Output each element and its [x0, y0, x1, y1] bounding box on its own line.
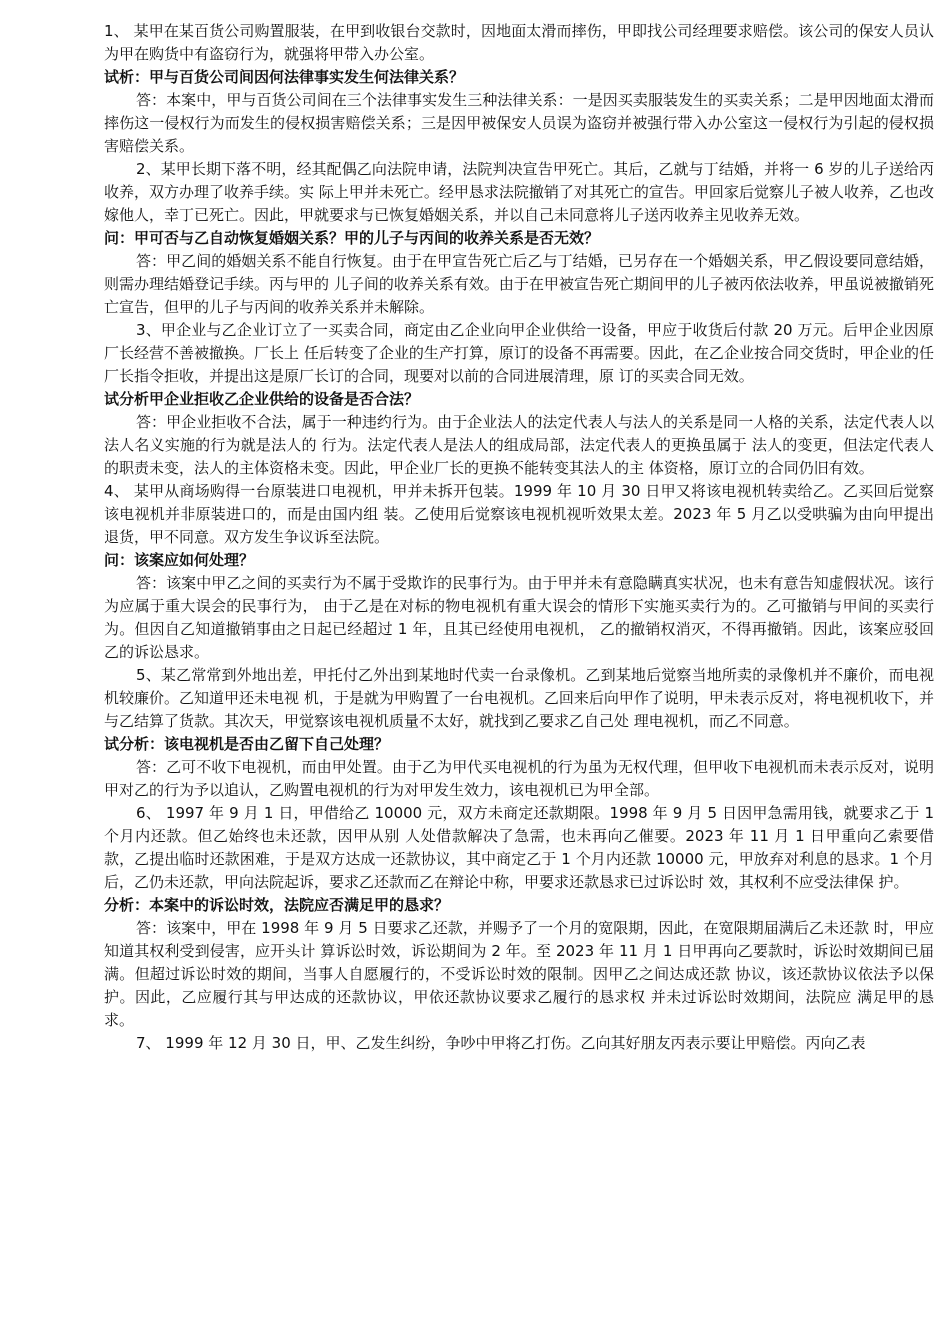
question-paragraph: 问：甲可否与乙自动恢复婚姻关系？甲的儿子与丙间的收养关系是否无效？ — [104, 229, 600, 247]
question-paragraph: 试分析甲企业拒收乙企业供给的设备是否合法？ — [104, 390, 420, 408]
question-paragraph: 试析：甲与百货公司间因何法律事实发生何法律关系？ — [104, 68, 465, 86]
body-paragraph: 答：该案中，甲在 1998 年 9 月 5 日要求乙还款，并赐予了一个月的宽限期，因此，在宽限期届满后乙未还款 时，甲应知道其权利受到侵害，应开头计 算诉讼时效，诉讼期间为 2 年。至 2023 年 11 月 1 日甲再向乙要款时，诉讼时效期间已届满。但超过诉讼时效的期间，当事人自愿履行的，不受诉讼时效的限制。因甲乙之间达成还款 协议，该还款协议依法予以保护。因此，乙应履行其与甲达成的还款协议，甲依还款协议要求乙履行的恳求权 并未过诉讼时效期间，法院应 满足甲的恳求。 — [104, 919, 934, 1029]
body-paragraph: 7、 1999 年 12 月 30 日，甲、乙发生纠纷，争吵中甲将乙打伤。乙向其好朋友丙表示要让甲赔偿。丙向乙表 — [136, 1034, 866, 1052]
body-paragraph: 5、某乙常常到外地出差，甲托付乙外出到某地时代卖一台录像机。乙到某地后觉察当地所卖的录像机并不廉价，而电视机较廉价。乙知道甲还未电视 机，于是就为甲购置了一台电视机。乙回来后向甲作了说明，甲未表示反对，将电视机收下，并与乙结算了货款。其次天，甲觉察该电视机质量不太好，就找到乙要求乙自己处 理电视机，而乙不同意。 — [104, 666, 934, 730]
body-paragraph: 1、 某甲在某百货公司购置服装，在甲到收银台交款时，因地面太滑而摔伤，甲即找公司经理要求赔偿。该公司的保安人员认为甲在购货中有盗窃行为，就强将甲带入办公室。 — [104, 22, 934, 63]
question-paragraph: 分析：本案中的诉讼时效，法院应否满足甲的恳求？ — [104, 896, 450, 914]
body-paragraph: 3、甲企业与乙企业订立了一买卖合同，商定由乙企业向甲企业供给一设备，甲应于收货后付款 20 万元。后甲企业因原厂长经营不善被撤换。厂长上 任后转变了企业的生产打算，原订的设备不再需要。因此，在乙企业按合同交货时，甲企业的任厂长指令拒收，并提出这是原厂长订的合同，现要对以前的合同进展清理，原 订的买卖合同无效。 — [104, 321, 934, 385]
body-paragraph: 答：该案中甲乙之间的买卖行为不属于受欺诈的民事行为。由于甲并未有意隐瞒真实状况，也未有意告知虚假状况。该行为应属于重大误会的民事行为， 由于乙是在对标的物电视机有重大误会的情形下实施买卖行为的。乙可撤销与甲间的买卖行为。但因自乙知道撤销事由之日起已经超过 1 年，且其已经使用电视机， 乙的撤销权消灭，不得再撤销。因此，该案应驳回乙的诉讼恳求。 — [104, 574, 934, 661]
body-paragraph: 答：本案中，甲与百货公司间在三个法律事实发生三种法律关系：一是因买卖服装发生的买卖关系；二是甲因地面太滑而摔伤这一侵权行为而发生的侵权损害赔偿关系；三是因甲被保安人员误为盗窃并被强行带入办公室这一侵权行为引起的侵权损害赔偿关系。 — [104, 91, 934, 155]
body-paragraph: 答：甲乙间的婚姻关系不能自行恢复。由于在甲宣告死亡后乙与丁结婚，已另存在一个婚姻关系，甲乙假设要同意结婚，则需办理结婚登记手续。丙与甲的 儿子间的收养关系有效。由于在甲被宣告死亡期间甲的儿子被丙依法收养，甲虽说被撤销死亡宣告，但甲的儿子与丙间的收养关系并未解除。 — [104, 252, 934, 316]
body-paragraph: 2、某甲长期下落不明，经其配偶乙向法院申请，法院判决宣告甲死亡。其后，乙就与丁结婚，并将一 6 岁的儿子送给丙收养，双方办理了收养手续。实 际上甲并未死亡。经甲恳求法院撤销了对其死亡的宣告。甲回家后觉察儿子被人收养，乙也改嫁他人，幸丁已死亡。因此，甲就要求与已恢复婚姻关系，并以自己未同意将儿子送丙收养主见收养无效。 — [104, 160, 934, 224]
document-body — [104, 20, 934, 1055]
question-paragraph: 试分析：该电视机是否由乙留下自己处理？ — [104, 735, 390, 753]
body-paragraph: 答：甲企业拒收不合法，属于一种违约行为。由于企业法人的法定代表人与法人的关系是同一人格的关系，法定代表人以法人名义实施的行为就是法人的 行为。法定代表人是法人的组成局部，法定代表人的更换虽属于 法人的变更，但法定代表人的职责未变，法人的主体资格未变。因此，甲企业厂长的更换不能转变其法人的主 体资格，原订立的合同仍旧有效。 — [104, 413, 934, 477]
body-paragraph: 4、 某甲从商场购得一台原装进口电视机，甲并未拆开包装。1999 年 10 月 30 日甲又将该电视机转卖给乙。乙买回后觉察该电视机并非原装进口的，而是由国内组 装。乙使用后觉察该电视机视听效果太差。2023 年 5 月乙以受哄骗为由向甲提出退货，甲不同意。双方发生争议诉至法院。 — [104, 482, 934, 546]
body-paragraph: 答：乙可不收下电视机，而由甲处置。由于乙为甲代买电视机的行为虽为无权代理，但甲收下电视机而未表示反对，说明甲对乙的行为予以追认，乙购置电视机的行为对甲发生效力，该电视机已为甲全部。 — [104, 758, 934, 799]
body-paragraph: 6、 1997 年 9 月 1 日，甲借给乙 10000 元，双方未商定还款期限。1998 年 9 月 5 日因甲急需用钱，就要求乙于 1 个月内还款。但乙始终也未还款，因甲从别 人处借款解决了急需，也未再向乙催要。2023 年 11 月 1 日甲重向乙索要借款，乙提出临时还款困难，于是双方达成一还款协议，其中商定乙于 1 个月内还款 10000 元，甲放弃对利息的恳求。1 个月后，乙仍未还款，甲向法院起诉，要求乙还款而乙在辩论中称，甲要求还款恳求已过诉讼时 效，其权利不应受法律保 护。 — [104, 804, 934, 891]
question-paragraph: 问：该案应如何处理？ — [104, 551, 255, 569]
